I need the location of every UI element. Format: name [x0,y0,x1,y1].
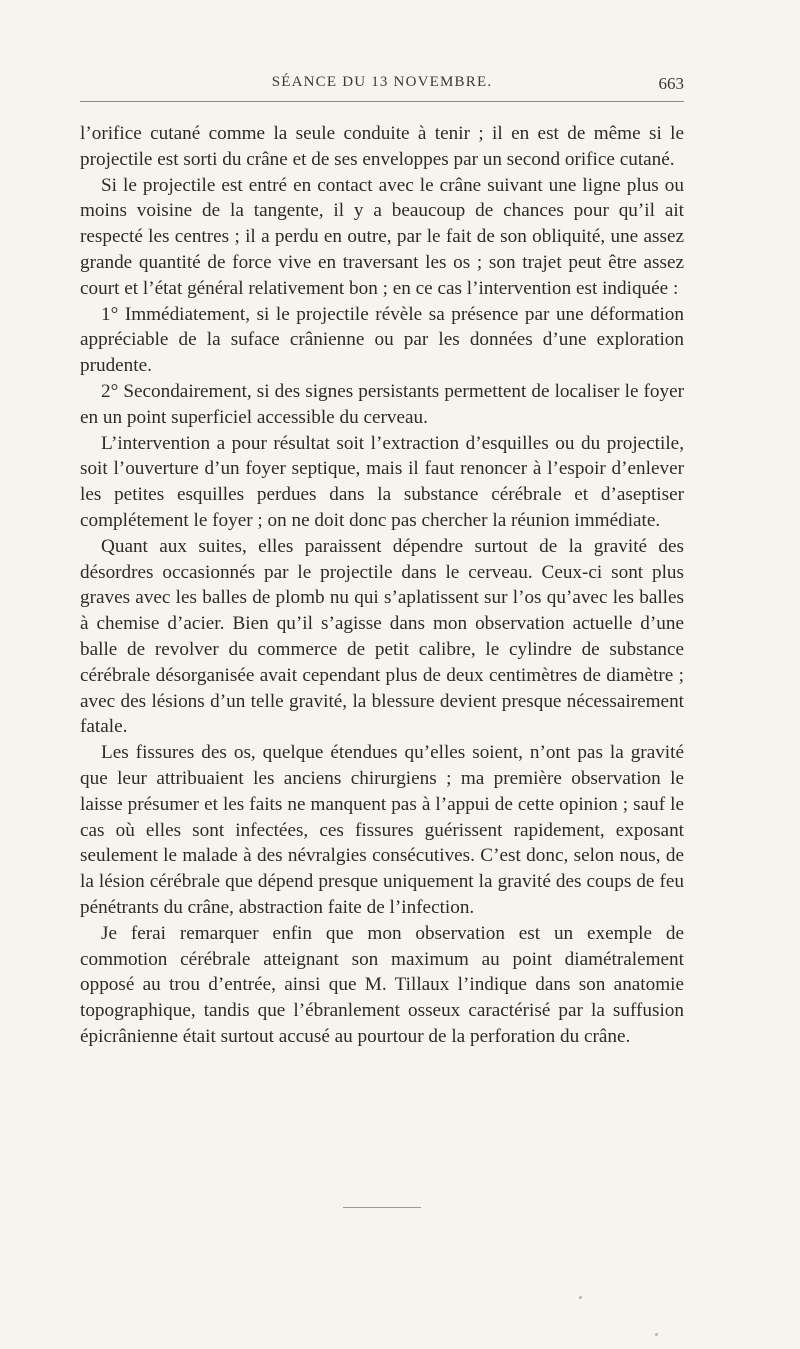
paragraph-tangent-projectile: Si le projectile est entré en contact avec le crâne suivant une ligne plus ou moins voisine de la tangente, il y a beaucoup de chances pour qu’il ait respecté les centres ; il a perdu en outre, par le fait de son obliquité, une assez grande quantité de force vive en traversant les os ; son trajet peut être assez court et l’état général relativement bon ; en ce cas l’intervention est indiquée : [80,174,684,299]
paragraph-intervention-result: L’intervention a pour résultat soit l’extraction d’esquilles ou du projectile, soit l’ouverture d’un foyer septique, mais il faut renoncer à l’espoir d’enlever les petites esquilles perdues dans la substance cérébrale et d’aseptiser complétement le foyer ; on ne doit donc pas chercher la réunion immédiate. [80,432,684,531]
paragraph-immediate-intervention: 1° Immédiatement, si le projectile révèle sa présence par une déformation appréciable de la suface crânienne ou par les données d’une exploration prudente. [80,303,684,377]
paragraph-outcomes: Quant aux suites, elles paraissent dépendre surtout de la gravité des désordres occasionnés par le projectile dans le cerveau. Ceux-ci sont plus graves avec les balles de plomb nu qui s’aplatissent sur l’os qu’avec les balles à chemise d’acier. Bien qu’il s’agisse dans mon observation actuelle d’une balle de revolver du commerce de petit calibre, le cylindre de substance cérébrale désorganisée avait cependant plus de deux centimètres de diamètre ; avec des lésions d’un telle gravité, la blessure devient presque nécessairement fatale. [80,535,684,738]
page-number: 663 [658,74,684,93]
end-rule [343,1207,421,1208]
running-header [80,74,684,100]
running-title: SÉANCE DU 13 NOVEMBRE. [271,74,493,90]
paper-speck [655,1333,658,1336]
body-text [80,121,684,1050]
paragraph-secondary-intervention: 2° Secondairement, si des signes persistants permettent de localiser le foyer en un point superficiel accessible du cerveau. [80,380,684,428]
paragraph-bone-fissures: Les fissures des os, quelque étendues qu’elles soient, n’ont pas la gravité que leur attribuaient les anciens chirurgiens ; ma première observation le laisse présumer et les faits ne manquent pas à l’appui de cette opinion ; sauf le cas où elles sont infectées, ces fissures guérissent rapidement, exposant seulement le malade à des névralgies consécutives. C’est donc, selon nous, de la lésion cérébrale que dépend presque uniquement la gravité des coups de feu pénétrants du crâne, abstraction faite de l’infection. [80,742,684,918]
paper-speck [579,1296,582,1299]
paragraph-cerebral-commotion: Je ferai remarquer enfin que mon observation est un exemple de commotion cérébrale atteignant son maximum au point diamétralement opposé au trou d’entrée, ainsi que M. Tillaux l’indique dans son anatomie topographique, tandis que l’ébranlement osseux caractérisé par la suffusion épicrânienne était surtout accusé au pourtour de la perforation du crâne. [80,922,684,1047]
header-rule [80,101,684,102]
paragraph-continuation: l’orifice cutané comme la seule conduite à tenir ; il en est de même si le projectile est sorti du crâne et de ses enveloppes par un second orifice cutané. [80,123,684,170]
